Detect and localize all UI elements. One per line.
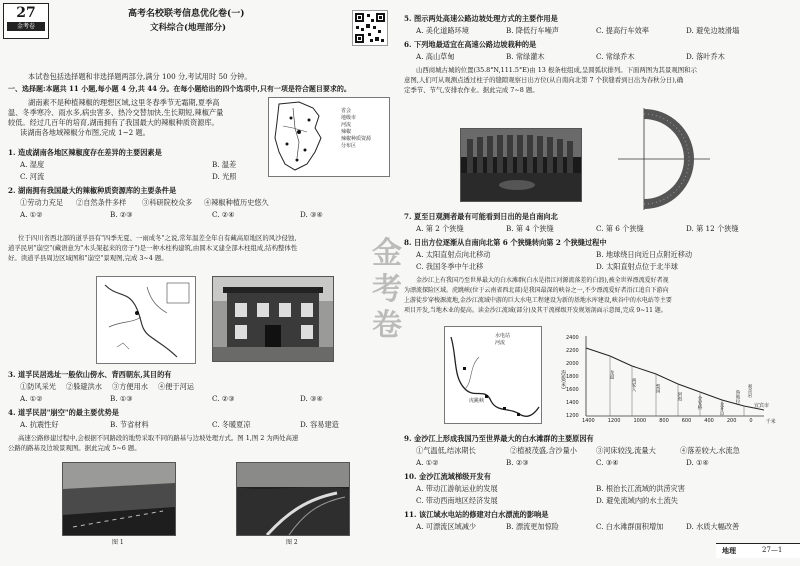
y-tick: 2400 bbox=[566, 335, 579, 341]
passage-2-line: 道孚民居"崩空"(藏语意为"木头架起来的房子")是一种木柱构建筑,由圆木叉建全部木柱组成,结构整体性 bbox=[8, 244, 298, 252]
footer-bar bbox=[716, 543, 800, 558]
issue-number: 27 bbox=[16, 5, 36, 21]
road-figure-2 bbox=[236, 462, 350, 536]
question-2-item: ①劳动力充足 bbox=[20, 198, 64, 207]
station-label: 鲁地拉 bbox=[735, 390, 740, 404]
passage-1-line: 较低。经过几百年的培育,湖南拥有了我国最大的辣椒种质资源库。 bbox=[8, 118, 219, 127]
x-unit: 千米 bbox=[765, 419, 776, 425]
question-2-stem: 2. 湖南拥有我国最大的辣椒种质资源库的主要条件是 bbox=[8, 186, 177, 195]
question-8-option-a[interactable]: A. 太阳直射点向北移动 bbox=[416, 250, 491, 259]
y-tick: 1600 bbox=[566, 387, 579, 393]
passage-3-line: 公路的路基及边坡景观图。据此完成 5~6 题。 bbox=[8, 444, 141, 452]
passage-5-line: 项目开发,当地木业的提高。读金沙江流域(部分)及其干流梯级开发规划剖面示意图,完成 9~11 题。 bbox=[404, 307, 667, 314]
qr-code bbox=[352, 10, 388, 46]
question-11-stem: 11. 该江域水电站的修建对白水漂流的影响是 bbox=[404, 510, 549, 519]
question-10-option-a[interactable]: A. 带动江游航运业的发展 bbox=[416, 484, 498, 493]
question-5-option-a[interactable]: A. 美化道路环境 bbox=[416, 26, 469, 35]
question-4-option-c[interactable]: C. 冬暖夏凉 bbox=[212, 420, 251, 429]
question-5-option-d[interactable]: D. 避免边坡滑塌 bbox=[686, 26, 740, 35]
legend-item: 地级市 bbox=[341, 115, 357, 121]
passage-2-line: 好。读道孚县周边区域图和"崩空"景观图,完成 3~4 题。 bbox=[8, 254, 168, 262]
station-label: 梨园 bbox=[655, 384, 660, 393]
question-9-item: ②植被茂盛,含沙量小 bbox=[510, 446, 577, 455]
question-2-item: ④辣椒种植历史悠久 bbox=[204, 198, 269, 207]
question-6-option-a[interactable]: A. 高山草甸 bbox=[416, 52, 455, 61]
profile-chart bbox=[560, 330, 776, 430]
station-label: 两家人 bbox=[631, 378, 636, 392]
legend-item: 河流 bbox=[495, 340, 506, 346]
question-7-option-b[interactable]: B. 第 4 个狭缝 bbox=[506, 224, 554, 233]
jinsha-river-map bbox=[444, 326, 542, 424]
footer-page-number: 27—1 bbox=[762, 546, 783, 554]
passage-1-line: 读湖南各地域辣椒分布图,完成 1~2 题。 bbox=[20, 128, 150, 137]
observatory-photo bbox=[460, 128, 582, 202]
passage-4-line: 定季节、节气,安排农作业。据此完成 7~8 题。 bbox=[404, 86, 539, 94]
observatory-drawing bbox=[461, 129, 581, 201]
question-4-stem: 4. 道孚民居"崩空"的最主要优势是 bbox=[8, 408, 119, 417]
question-2-option-b[interactable]: B. ②③ bbox=[110, 210, 133, 219]
figure-2-caption: 图 2 bbox=[286, 539, 298, 546]
x-tick: 400 bbox=[704, 418, 714, 424]
question-1-option-d[interactable]: D. 光照 bbox=[212, 172, 237, 181]
issue-badge bbox=[3, 3, 49, 39]
section-1-heading: 一、选择题:本题共 11 小题,每小题 4 分,共 44 分。在每小题给出的四个选项中,只有一项是符合题目要求的。 bbox=[8, 84, 351, 93]
question-2-item: ②自然条件多样 bbox=[76, 198, 127, 207]
passage-4-line: 山西商城古城的位置(35.8°N,111.5°E)由 13 根条柱组成,呈圆弧状排列。下面两图为其景观图和示 bbox=[416, 66, 697, 74]
passage-4-line: 意图,人们可从观测点透过柱子的缝隙观察日出方位(从自南向北第 7 个狭缝看到日出为春秋分日),确 bbox=[404, 76, 684, 84]
hunan-pepper-map bbox=[268, 97, 390, 177]
issue-sub-label: 金考卷 bbox=[7, 22, 45, 31]
map-5-legend bbox=[495, 333, 510, 347]
passage-1-line: 湖南素不是种植辣椒的理想区域,这里冬春季节无霜期,夏季高 bbox=[28, 98, 220, 107]
passage-5-line: 金沙江上有我国乃至世界最大的白水滩群(白水是指江河源流落差的白浪),被全世界漂流爱好者视 bbox=[416, 277, 669, 284]
profile-y-label: 海拔(米) bbox=[560, 370, 566, 389]
x-tick: 600 bbox=[681, 418, 692, 424]
question-9-item: ④落差较大,水流急 bbox=[680, 446, 740, 455]
question-7-option-c[interactable]: C. 第 6 个狭缝 bbox=[596, 224, 644, 233]
question-5-option-c[interactable]: C. 提高行车效率 bbox=[596, 26, 649, 35]
footer-subject: 地理 bbox=[722, 546, 736, 555]
question-2-option-c[interactable]: C. ②④ bbox=[212, 210, 235, 219]
legend-item: 辣椒 bbox=[341, 129, 352, 135]
question-1-option-c[interactable]: C. 河流 bbox=[20, 172, 45, 181]
legend-item: 分布区 bbox=[341, 143, 357, 149]
x-tick: 200 bbox=[726, 418, 737, 424]
question-9-item: ①气温低,结冰期长 bbox=[416, 446, 476, 455]
exam-title: 高考名校联考信息优化卷(一) bbox=[128, 9, 245, 19]
question-1-stem: 1. 造成湖南各地区辣椒度存在差异的主要因素是 bbox=[8, 148, 162, 157]
x-tick: 0 bbox=[749, 418, 753, 424]
question-8-option-d[interactable]: D. 太阳直射点位于北半球 bbox=[596, 262, 678, 271]
figure-1-caption: 图 1 bbox=[112, 539, 124, 546]
x-tick: 1000 bbox=[633, 418, 647, 424]
question-3-item: ④便于河运 bbox=[158, 382, 194, 391]
y-tick: 1200 bbox=[566, 413, 579, 419]
exam-subtitle: 文科综合(地理部分) bbox=[150, 23, 227, 33]
legend-item: 辣椒种质资源 bbox=[341, 136, 372, 142]
question-3-option-d[interactable]: D. ③④ bbox=[300, 394, 323, 403]
question-11-option-c[interactable]: C. 白水滩群面积增加 bbox=[596, 522, 664, 531]
bengkong-house-photo bbox=[212, 276, 334, 362]
passage-5-line: 为漂流探险区域。虎跳峡(位于云南省西北部)是我国最深的峡谷之一,不少漂流爱好者沿江追自下游向 bbox=[404, 287, 669, 294]
sketch-drawing bbox=[614, 104, 714, 214]
question-6-stem: 6. 下列地最适宜在高速公路边坡栽种的是 bbox=[404, 40, 537, 49]
bengkong-house-drawing bbox=[213, 277, 333, 361]
question-4-option-b[interactable]: B. 节省材料 bbox=[110, 420, 149, 429]
passage-3-line: 高速公路修建过程中,会根据不同路段的地势采取不同的路基与边坡处理方式。图 1,图 2 为两处高速 bbox=[18, 434, 299, 442]
instructions: 本试卷包括选择题和非选择题两部分,满分 100 分,考试用时 50 分钟。 bbox=[28, 72, 252, 81]
question-7-option-d[interactable]: D. 第 12 个狭缝 bbox=[686, 224, 739, 233]
question-9-option-d[interactable]: D. ①④ bbox=[686, 458, 709, 467]
daofu-region-map bbox=[96, 276, 196, 364]
y-tick: 2000 bbox=[566, 361, 579, 367]
question-7-stem: 7. 夏至日观测者最有可能看到日出的是自南向北 bbox=[404, 212, 558, 221]
question-11-option-a[interactable]: A. 可漂流区域减少 bbox=[416, 522, 477, 531]
legend-item: 河流 bbox=[341, 122, 352, 128]
question-6-option-b[interactable]: B. 常绿灌木 bbox=[506, 52, 545, 61]
question-3-item: ①防风采光 bbox=[20, 382, 56, 391]
road-1-drawing bbox=[63, 463, 175, 535]
profile-y-ticks bbox=[566, 332, 579, 423]
station-label: 龙开口 bbox=[719, 402, 724, 416]
question-10-option-c[interactable]: C. 带动西南地区经济发展 bbox=[416, 496, 498, 505]
road-2-drawing bbox=[237, 463, 349, 535]
question-3-option-c[interactable]: C. ②③ bbox=[212, 394, 235, 403]
question-2-option-d[interactable]: D. ③④ bbox=[300, 210, 323, 219]
question-6-option-d[interactable]: D. 落叶乔木 bbox=[686, 52, 725, 61]
question-7-option-a[interactable]: A. 第 2 个狭缝 bbox=[416, 224, 464, 233]
question-2-option-a[interactable]: A. ①② bbox=[20, 210, 43, 219]
legend-item: 省会 bbox=[341, 108, 352, 114]
road-figure-1 bbox=[62, 462, 176, 536]
legend-item: 水电站 bbox=[495, 333, 511, 339]
passage-1-line: 温、冬季寒冷、雨水多,病虫害多、热冷交替加快,生长期短,辣椒产量 bbox=[8, 108, 224, 117]
tiger-leaping-gorge-label: 虎跳峡 bbox=[469, 398, 485, 404]
question-9-option-a[interactable]: A. ①② bbox=[416, 458, 439, 467]
profile-x-ticks bbox=[582, 418, 776, 425]
question-3-item: ②躲避洪水 bbox=[66, 382, 102, 391]
y-tick: 2200 bbox=[566, 348, 579, 354]
question-10-stem: 10. 金沙江流域梯级开发有 bbox=[404, 472, 491, 481]
watermark-stamp: 金考卷 bbox=[372, 236, 402, 343]
question-3-option-a[interactable]: A. ①② bbox=[20, 394, 43, 403]
question-9-option-c[interactable]: C. ③④ bbox=[596, 458, 619, 467]
yibin-label: 宜宾市 bbox=[754, 403, 770, 409]
question-5-stem: 5. 图示两处高速公路边坡处理方式的主要作用是 bbox=[404, 14, 558, 23]
profile-chart-svg bbox=[560, 330, 776, 430]
question-3-stem: 3. 道孚民居选址一般依山傍水、背西朝东,其目的有 bbox=[8, 370, 172, 379]
question-10-option-b[interactable]: B. 根治长江流域的洪涝灾害 bbox=[596, 484, 685, 493]
observatory-sketch bbox=[614, 104, 714, 214]
x-tick: 1200 bbox=[607, 418, 621, 424]
station-label: 金安桥 bbox=[697, 396, 702, 410]
map-1-legend bbox=[341, 108, 371, 150]
question-3-option-b[interactable]: B. ①③ bbox=[110, 394, 133, 403]
question-6-option-c[interactable]: C. 常绿乔木 bbox=[596, 52, 635, 61]
question-5-option-b[interactable]: B. 降低行车噪声 bbox=[506, 26, 559, 35]
question-2-item: ③科研院校众多 bbox=[142, 198, 193, 207]
jinsha-map-drawing bbox=[445, 327, 541, 423]
y-tick: 1400 bbox=[566, 400, 579, 406]
question-9-stem: 9. 金沙江上形成我国乃至世界最大的白水滩群的主要原因有 bbox=[404, 434, 594, 443]
y-tick: 1800 bbox=[566, 374, 579, 380]
question-4-option-a[interactable]: A. 抗震性好 bbox=[20, 420, 59, 429]
station-label: 观音岩 bbox=[747, 384, 752, 398]
question-8-option-c[interactable]: C. 我国冬季中午北移 bbox=[416, 262, 484, 271]
question-1-option-a[interactable]: A. 湿度 bbox=[20, 160, 45, 169]
question-10-option-d[interactable]: D. 避免流域内的水土流失 bbox=[596, 496, 678, 505]
station-label: 阿海 bbox=[677, 392, 682, 401]
question-3-item: ③方便用水 bbox=[112, 382, 148, 391]
question-9-item: ③河床较浅,流量大 bbox=[596, 446, 656, 455]
daofu-map-drawing bbox=[97, 277, 195, 363]
question-9-option-b[interactable]: B. ②③ bbox=[506, 458, 529, 467]
station-label: 龙盘 bbox=[609, 370, 614, 379]
question-8-option-b[interactable]: B. 地球绕日向近日点附近移动 bbox=[596, 250, 693, 259]
question-8-stem: 8. 日出方位逐渐从自南向北第 6 个狭缝转向第 2 个狭缝过程中 bbox=[404, 238, 607, 247]
question-11-option-b[interactable]: B. 漂流更加惊险 bbox=[506, 522, 559, 531]
passage-2-line: 位于四川省西北部的道孚县有"四季无夏、一雨成冬"之说,常年温差全年自有藏高原地区的风沙侵蚀, bbox=[18, 234, 297, 242]
passage-5-line: 上游徒步穿梭源流地,金沙江流域中游的巨大水电工程建设为新的基地水库建设,峡谷中的水电站等主要 bbox=[404, 297, 672, 304]
question-4-option-d[interactable]: D. 容易建造 bbox=[300, 420, 339, 429]
x-tick: 800 bbox=[659, 418, 669, 424]
question-11-option-d[interactable]: D. 水质大幅改善 bbox=[686, 522, 740, 531]
question-1-option-b[interactable]: B. 温差 bbox=[212, 160, 237, 169]
x-tick: 1400 bbox=[582, 418, 595, 424]
